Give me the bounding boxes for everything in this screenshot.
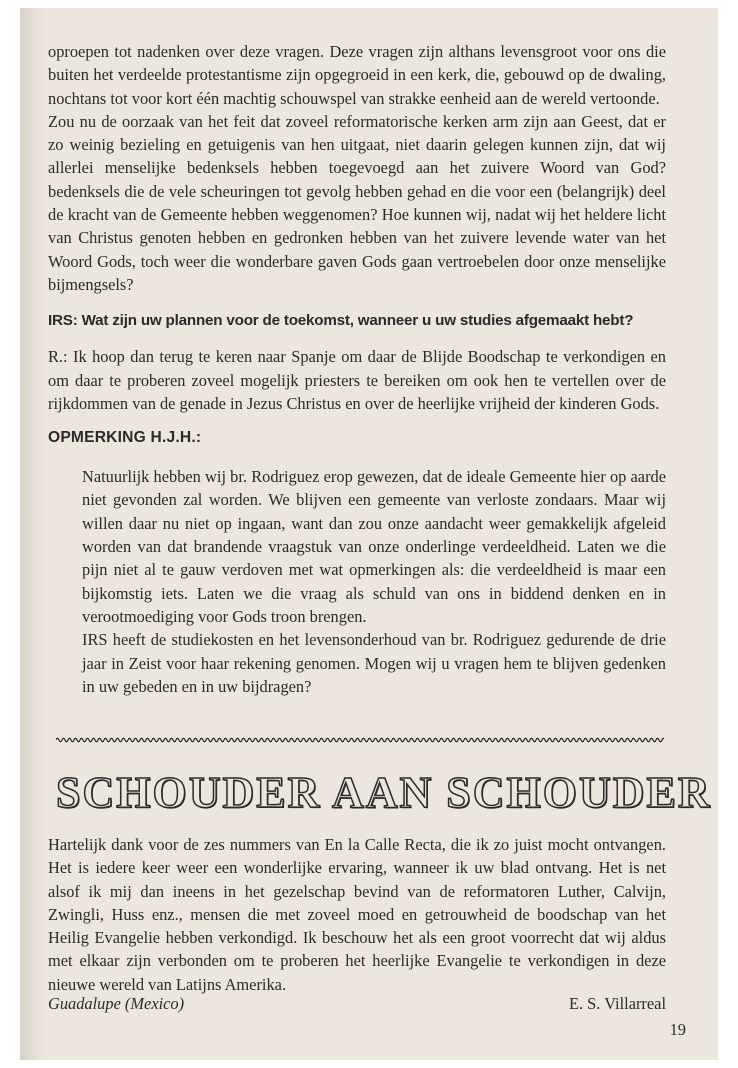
wavy-divider <box>56 735 664 745</box>
page-number: 19 <box>669 1020 686 1039</box>
article-body <box>48 40 666 698</box>
section-heading: SCHOUDER AAN SCHOUDER <box>56 768 712 817</box>
remark-block <box>82 465 666 698</box>
page-gutter-shadow <box>20 8 44 1060</box>
letter-place: Guadalupe (Mexico) <box>48 994 185 1013</box>
interview-answer: R.: Ik hoop dan terug te keren naar Spanje om daar de Blijde Boodschap te verkondigen en om daar te proberen zoveel mogelijk priesters te bereiken om ook hen te vertellen over de rijkdommen van de genade in Jezus Christus en over de heerlijke vrijheid der kinderen Gods. <box>48 347 666 413</box>
remark-paragraph-1: Natuurlijk hebben wij br. Rodriguez erop gewezen, dat de ideale Gemeente hier op aarde niet gevonden zal worden. We blijven een gemeente van verloste zondaars. Maar wij willen daar nu niet op ingaan, want dan zou onze aandacht weer gemakkelijk afgeleid worden van dat brandende vraagstuk van onze onderlinge verdeeldheid. Laten we die pijn niet al te gauw verdoven met wat opmerkingen als: die verdeeldheid is maar een bijkomstig iets. Laten we die vraag als schuld van ons in biddend denken en in verootmoediging voor Gods troon brengen. <box>82 467 666 626</box>
remark-heading: OPMERKING H.J.H.: <box>48 429 202 447</box>
letter-paragraph: Hartelijk dank voor de zes nummers van En la Calle Recta, die ik zo juist mocht ontvangen. Het is iedere keer weer een wonderlijke ervaring, wanneer ik uw blad ontvang. Het is net alsof ik mij dan ineens in het gezelschap bevind van de reformatoren Luther, Calvijn, Zwingli, Huss enz., mensen die met zoveel moed en getrouwheid de boodschap van het Heilig Evangelie hebben verkondigd. Ik beschouw het als een groot voorrecht dat wij aldus met elkaar zijn verbonden om te proberen het heerlijke Evangelie te verkondigen in deze nieuwe wereld van Latijns Amerika. <box>48 835 666 994</box>
intro-paragraph-2: Zou nu de oorzaak van het feit dat zoveel reformatorische kerken arm zijn aan Geest, dat er zo weinig bezieling en getuigenis van hen uitgaat, niet daarin gelegen kunnen zijn, dat wij allerlei menselijke bedenksels hebben toegevoegd aan het zuivere Woord van God? bedenksels die de vele scheuringen tot gevolg hebben gehad en die voor een (belangrijk) deel de kracht van de Gemeente hebben weggenomen? Hoe kunnen wij, nadat wij het heldere licht van Christus genoten hebben en gedronken hebben van het zuivere levende water van het Woord Gods, toch weer die wonderbare gaven Gods gaan vertroebelen door onze menselijke bijmengsels? <box>48 111 666 294</box>
letter-signature: E. S. Villarreal <box>568 994 666 1013</box>
letter-signoff <box>48 993 666 1015</box>
intro-paragraph-1: oproepen tot nadenken over deze vragen. Deze vragen zijn althans levensgroot voor ons die buiten het verdeelde protestantisme zijn opgegroeid in een kerk, die, gebouwd op de dwaling, nochtans tot voor kort één machtig schouwspel van strakke eenheid aan de wereld vertoonde. <box>48 42 666 108</box>
interview-question: IRS: Wat zijn uw plannen voor de toekomst, wanneer u uw studies afgemaakt hebt? <box>48 312 634 330</box>
reader-letter <box>48 833 666 996</box>
remark-paragraph-2: IRS heeft de studiekosten en het levensonderhoud van br. Rodriguez gedurende de drie jaar in Zeist voor haar rekening genomen. Mogen wij u vragen hem te blijven gedenken in uw gebeden en in uw bijdragen? <box>82 630 666 696</box>
